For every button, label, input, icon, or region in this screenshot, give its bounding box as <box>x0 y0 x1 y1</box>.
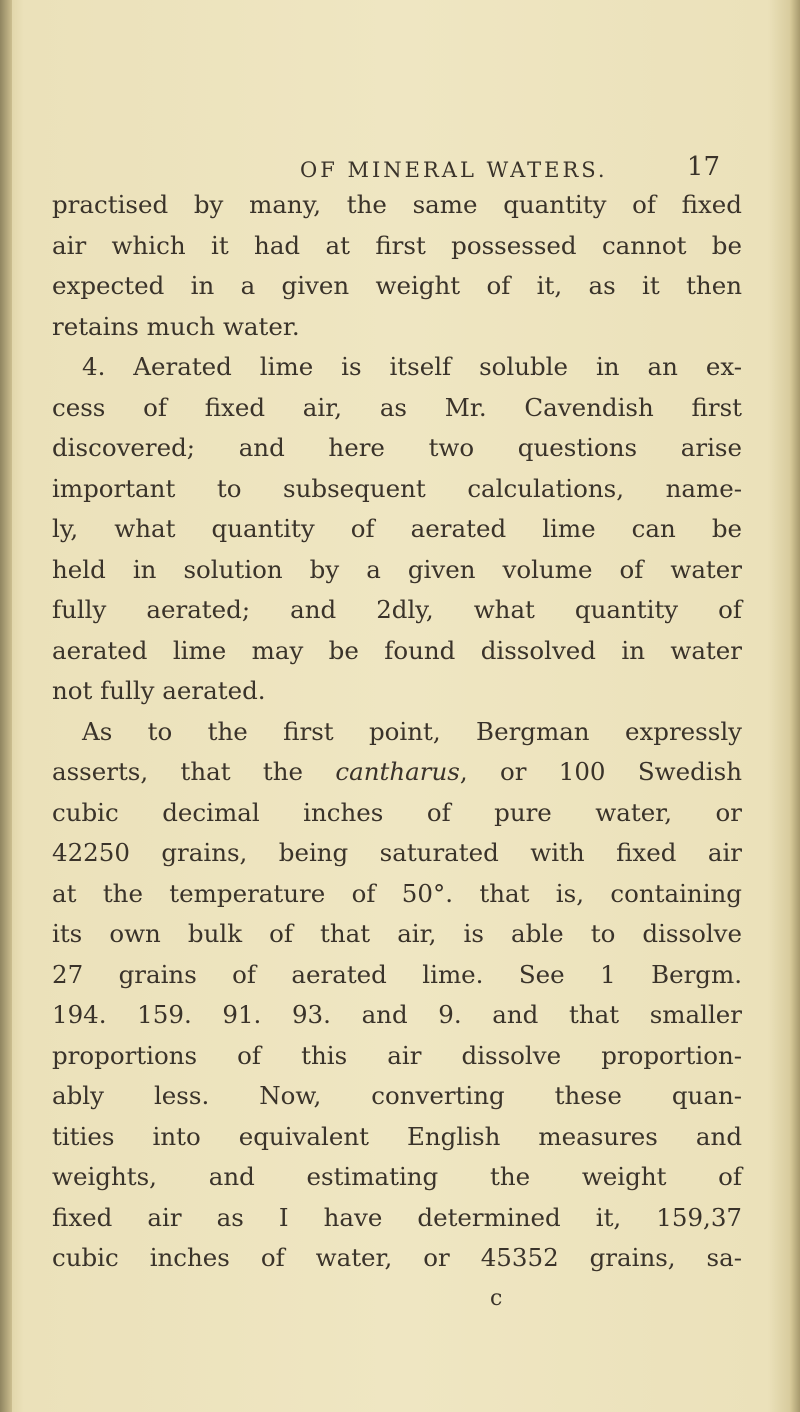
page-edge-right <box>790 0 800 1412</box>
text-line: fully aerated; and 2dly, what quantity of <box>52 595 742 624</box>
text-line: ly, what quantity of aerated lime can be <box>52 514 742 543</box>
text-line: practised by many, the same quantity of fixed <box>52 190 742 219</box>
text-line: 27 grains of aerated lime. See 1 Bergm. <box>52 959 742 989</box>
text-line: cubic inches of water, or 45352 grains, sa- <box>52 1243 742 1272</box>
text-line: important to subsequent calculations, name- <box>52 473 742 503</box>
text-line: at the temperature of 50°. that is, containing <box>52 878 742 908</box>
text-line: proportions of this air dissolve proportion- <box>52 1040 742 1070</box>
text-line: its own bulk of that air, is able to dissolve <box>52 919 742 948</box>
running-head: OF MINERAL WATERS. <box>300 158 608 182</box>
text-line-mixed <box>52 752 742 793</box>
page-gutter-left <box>0 0 12 1412</box>
text-line: As to the first point, Bergman expressly <box>82 716 742 746</box>
signature-mark: c <box>490 1286 503 1311</box>
page-number: 17 <box>686 152 720 182</box>
text-line: expected in a given weight of it, as it then <box>52 271 742 300</box>
text-line: 42250 grains, being saturated with fixed air <box>52 838 742 867</box>
text-line: discovered; and here two questions arise <box>52 433 742 462</box>
text-line: ably less. Now, converting these quan- <box>52 1081 742 1110</box>
body-text <box>52 185 742 1279</box>
text-line: retains much water. <box>52 311 300 341</box>
text-line: cubic decimal inches of pure water, or <box>52 797 742 827</box>
text-line: 4. Aerated lime is itself soluble in an ex- <box>82 352 742 381</box>
text-line: held in solution by a given volume of water <box>52 554 742 584</box>
text-line: tities into equivalent English measures and <box>52 1121 742 1151</box>
text-line: 194. 159. 91. 93. and 9. and that smaller <box>52 1000 742 1029</box>
text-line: not fully aerated. <box>52 676 266 705</box>
text-line: aerated lime may be found dissolved in water <box>52 635 742 665</box>
text-line: cess of fixed air, as Mr. Cavendish first <box>52 392 742 422</box>
page-header <box>300 150 740 190</box>
text-line: weights, and estimating the weight of <box>52 1162 742 1191</box>
text-line: fixed air as I have determined it, 159,37 <box>52 1202 742 1232</box>
text-segment: , or 100 Swedish <box>459 757 742 786</box>
text-line: air which it had at first possessed cannot be <box>52 230 742 260</box>
text-segment: asserts, that the <box>52 757 336 786</box>
italic-term: cantharus <box>335 757 460 786</box>
